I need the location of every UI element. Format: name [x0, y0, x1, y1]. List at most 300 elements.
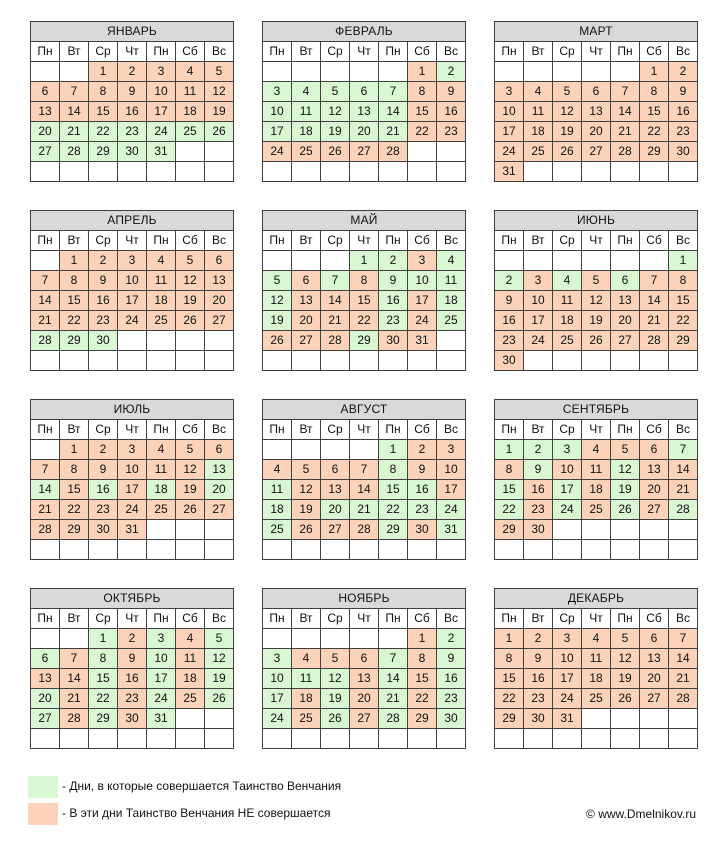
empty-cell [437, 729, 466, 749]
weekday-header: Вт [524, 231, 553, 251]
empty-cell [118, 351, 147, 371]
empty-cell [31, 440, 60, 460]
day-cell: 22 [408, 689, 437, 709]
empty-cell [524, 251, 553, 271]
empty-cell [379, 162, 408, 182]
weekday-header: Вт [524, 420, 553, 440]
empty-cell [582, 162, 611, 182]
day-cell: 20 [31, 689, 60, 709]
empty-cell [321, 251, 350, 271]
day-cell: 17 [263, 122, 292, 142]
empty-cell [640, 520, 669, 540]
day-cell: 29 [640, 142, 669, 162]
day-cell: 20 [205, 291, 234, 311]
empty-cell [176, 520, 205, 540]
weekday-header: Ср [89, 42, 118, 62]
empty-cell [495, 251, 524, 271]
day-cell: 5 [582, 271, 611, 291]
day-cell: 23 [495, 331, 524, 351]
day-cell: 18 [524, 122, 553, 142]
day-cell: 6 [205, 440, 234, 460]
empty-cell [553, 520, 582, 540]
weekday-header: Пн [379, 609, 408, 629]
empty-cell [118, 540, 147, 560]
day-cell: 20 [321, 500, 350, 520]
day-cell: 6 [350, 649, 379, 669]
day-cell: 13 [350, 669, 379, 689]
weekday-header: Вс [437, 231, 466, 251]
empty-cell [553, 351, 582, 371]
day-cell: 17 [553, 669, 582, 689]
day-cell: 1 [350, 251, 379, 271]
empty-cell [350, 440, 379, 460]
empty-cell [408, 729, 437, 749]
empty-cell [147, 540, 176, 560]
day-cell: 20 [611, 311, 640, 331]
empty-cell [640, 540, 669, 560]
day-cell: 9 [118, 82, 147, 102]
day-cell: 15 [89, 669, 118, 689]
day-cell: 21 [31, 500, 60, 520]
weekday-header: Чт [582, 609, 611, 629]
day-cell: 1 [408, 629, 437, 649]
day-cell: 12 [321, 669, 350, 689]
empty-cell [31, 251, 60, 271]
empty-cell [582, 729, 611, 749]
day-cell: 16 [524, 480, 553, 500]
empty-cell [176, 540, 205, 560]
day-cell: 28 [31, 331, 60, 351]
month-calendar [494, 210, 698, 371]
day-cell: 23 [118, 689, 147, 709]
empty-cell [321, 540, 350, 560]
empty-cell [437, 540, 466, 560]
weekday-header: Пн [147, 42, 176, 62]
day-cell: 22 [350, 311, 379, 331]
day-cell: 14 [31, 480, 60, 500]
weekday-header: Ср [321, 420, 350, 440]
day-cell: 6 [611, 271, 640, 291]
day-cell: 1 [640, 62, 669, 82]
day-cell: 24 [118, 311, 147, 331]
day-cell: 20 [640, 669, 669, 689]
day-cell: 3 [495, 82, 524, 102]
day-cell: 3 [263, 649, 292, 669]
empty-cell [321, 162, 350, 182]
day-cell: 30 [89, 520, 118, 540]
day-cell: 22 [60, 500, 89, 520]
day-cell: 8 [408, 649, 437, 669]
day-cell: 7 [640, 271, 669, 291]
day-cell: 10 [118, 271, 147, 291]
day-cell: 11 [147, 271, 176, 291]
empty-cell [60, 629, 89, 649]
day-cell: 23 [118, 122, 147, 142]
weekday-header: Чт [350, 231, 379, 251]
weekday-header: Вт [292, 231, 321, 251]
empty-cell [321, 729, 350, 749]
empty-cell [408, 540, 437, 560]
empty-cell [147, 351, 176, 371]
day-cell: 18 [147, 291, 176, 311]
empty-cell [611, 520, 640, 540]
day-cell: 11 [263, 480, 292, 500]
empty-cell [611, 709, 640, 729]
day-cell: 4 [176, 629, 205, 649]
weekday-header: Вт [60, 231, 89, 251]
day-cell: 21 [379, 689, 408, 709]
weekday-header: Вс [669, 420, 698, 440]
day-cell: 13 [205, 460, 234, 480]
empty-cell [89, 351, 118, 371]
day-cell: 7 [611, 82, 640, 102]
day-cell: 28 [379, 709, 408, 729]
day-cell: 26 [176, 311, 205, 331]
day-cell: 24 [147, 122, 176, 142]
empty-cell [176, 351, 205, 371]
day-cell: 6 [292, 271, 321, 291]
day-cell: 16 [437, 669, 466, 689]
empty-cell [669, 729, 698, 749]
day-cell: 4 [437, 251, 466, 271]
day-cell: 21 [669, 669, 698, 689]
month-title: ЯНВАРЬ [31, 22, 234, 42]
day-cell: 16 [118, 102, 147, 122]
empty-cell [292, 251, 321, 271]
empty-cell [205, 709, 234, 729]
day-cell: 7 [669, 629, 698, 649]
day-cell: 23 [437, 689, 466, 709]
day-cell: 24 [147, 689, 176, 709]
day-cell: 13 [31, 669, 60, 689]
month-title: СЕНТЯБРЬ [495, 400, 698, 420]
empty-cell [263, 162, 292, 182]
empty-cell [292, 629, 321, 649]
day-cell: 21 [321, 311, 350, 331]
empty-cell [292, 540, 321, 560]
empty-cell [611, 351, 640, 371]
empty-cell [176, 729, 205, 749]
empty-cell [263, 251, 292, 271]
day-cell: 24 [495, 142, 524, 162]
empty-cell [176, 331, 205, 351]
empty-cell [379, 629, 408, 649]
empty-cell [640, 162, 669, 182]
day-cell: 25 [524, 142, 553, 162]
day-cell: 22 [379, 500, 408, 520]
day-cell: 10 [524, 291, 553, 311]
day-cell: 25 [263, 520, 292, 540]
weekday-header: Сб [640, 609, 669, 629]
weekday-header: Чт [350, 42, 379, 62]
weekday-header: Сб [640, 231, 669, 251]
day-cell: 22 [89, 122, 118, 142]
empty-cell [611, 251, 640, 271]
day-cell: 4 [292, 82, 321, 102]
day-cell: 9 [437, 82, 466, 102]
day-cell: 22 [495, 689, 524, 709]
weekday-header: Пн [31, 42, 60, 62]
empty-cell [321, 351, 350, 371]
weekday-header: Сб [176, 42, 205, 62]
day-cell: 19 [292, 500, 321, 520]
day-cell: 5 [611, 440, 640, 460]
empty-cell [350, 62, 379, 82]
day-cell: 12 [582, 291, 611, 311]
day-cell: 11 [553, 291, 582, 311]
day-cell: 29 [495, 709, 524, 729]
weekday-header: Вт [292, 420, 321, 440]
day-cell: 24 [437, 500, 466, 520]
day-cell: 4 [147, 440, 176, 460]
day-cell: 7 [379, 82, 408, 102]
empty-cell [379, 62, 408, 82]
day-cell: 24 [408, 311, 437, 331]
day-cell: 10 [495, 102, 524, 122]
empty-cell [524, 351, 553, 371]
empty-cell [321, 62, 350, 82]
day-cell: 8 [60, 460, 89, 480]
day-cell: 8 [495, 649, 524, 669]
weekday-header: Ср [89, 231, 118, 251]
day-cell: 18 [147, 480, 176, 500]
day-cell: 7 [350, 460, 379, 480]
month-title: МАРТ [495, 22, 698, 42]
day-cell: 30 [118, 142, 147, 162]
day-cell: 18 [292, 122, 321, 142]
day-cell: 28 [379, 142, 408, 162]
day-cell: 28 [611, 142, 640, 162]
legend-green-text: - Дни, в которые совершается Таинство Венчания [62, 779, 342, 793]
day-cell: 7 [31, 460, 60, 480]
empty-cell [321, 629, 350, 649]
day-cell: 19 [205, 669, 234, 689]
day-cell: 15 [350, 291, 379, 311]
day-cell: 7 [60, 649, 89, 669]
legend-green-swatch [28, 776, 58, 798]
day-cell: 5 [321, 82, 350, 102]
empty-cell [350, 540, 379, 560]
day-cell: 8 [89, 82, 118, 102]
empty-cell [205, 331, 234, 351]
day-cell: 8 [89, 649, 118, 669]
month-title: ДЕКАБРЬ [495, 589, 698, 609]
weekday-header: Сб [176, 231, 205, 251]
day-cell: 17 [147, 102, 176, 122]
empty-cell [263, 629, 292, 649]
day-cell: 14 [31, 291, 60, 311]
day-cell: 22 [640, 122, 669, 142]
empty-cell [118, 162, 147, 182]
day-cell: 27 [611, 331, 640, 351]
day-cell: 6 [582, 82, 611, 102]
day-cell: 26 [553, 142, 582, 162]
day-cell: 25 [176, 689, 205, 709]
day-cell: 28 [350, 520, 379, 540]
day-cell: 8 [669, 271, 698, 291]
day-cell: 21 [611, 122, 640, 142]
day-cell: 17 [495, 122, 524, 142]
day-cell: 23 [408, 500, 437, 520]
day-cell: 6 [640, 629, 669, 649]
day-cell: 4 [524, 82, 553, 102]
weekday-header: Пн [495, 42, 524, 62]
month-calendar [494, 588, 698, 749]
day-cell: 24 [524, 331, 553, 351]
empty-cell [495, 540, 524, 560]
day-cell: 3 [524, 271, 553, 291]
day-cell: 4 [147, 251, 176, 271]
day-cell: 16 [408, 480, 437, 500]
empty-cell [524, 62, 553, 82]
day-cell: 12 [176, 271, 205, 291]
day-cell: 8 [640, 82, 669, 102]
empty-cell [437, 162, 466, 182]
day-cell: 13 [640, 460, 669, 480]
day-cell: 14 [640, 291, 669, 311]
month-calendar [494, 399, 698, 560]
weekday-header: Чт [118, 231, 147, 251]
day-cell: 3 [553, 440, 582, 460]
day-cell: 2 [524, 629, 553, 649]
day-cell: 3 [553, 629, 582, 649]
day-cell: 1 [669, 251, 698, 271]
empty-cell [437, 331, 466, 351]
weekday-header: Чт [118, 609, 147, 629]
month-calendar [30, 399, 234, 560]
day-cell: 7 [321, 271, 350, 291]
month-calendar [262, 588, 466, 749]
day-cell: 11 [292, 669, 321, 689]
day-cell: 19 [321, 689, 350, 709]
day-cell: 15 [495, 480, 524, 500]
day-cell: 3 [408, 251, 437, 271]
weekday-header: Пн [495, 231, 524, 251]
weekday-header: Вс [205, 42, 234, 62]
day-cell: 4 [292, 649, 321, 669]
empty-cell [669, 540, 698, 560]
day-cell: 29 [495, 520, 524, 540]
day-cell: 2 [437, 629, 466, 649]
day-cell: 8 [495, 460, 524, 480]
weekday-header: Сб [640, 42, 669, 62]
empty-cell [89, 162, 118, 182]
day-cell: 26 [611, 500, 640, 520]
day-cell: 24 [118, 500, 147, 520]
day-cell: 28 [640, 331, 669, 351]
day-cell: 18 [553, 311, 582, 331]
day-cell: 1 [60, 440, 89, 460]
day-cell: 25 [292, 709, 321, 729]
day-cell: 1 [379, 440, 408, 460]
day-cell: 27 [205, 500, 234, 520]
day-cell: 12 [263, 291, 292, 311]
day-cell: 26 [582, 331, 611, 351]
empty-cell [176, 162, 205, 182]
day-cell: 20 [350, 689, 379, 709]
day-cell: 11 [176, 82, 205, 102]
day-cell: 15 [89, 102, 118, 122]
day-cell: 31 [408, 331, 437, 351]
day-cell: 25 [292, 142, 321, 162]
day-cell: 22 [495, 500, 524, 520]
empty-cell [582, 251, 611, 271]
legend-orange-text: - В эти дни Таинство Венчания НЕ совершается [62, 806, 331, 820]
month-calendar [30, 21, 234, 182]
empty-cell [205, 142, 234, 162]
empty-cell [553, 162, 582, 182]
weekday-header: Пн [263, 42, 292, 62]
month-calendar [262, 21, 466, 182]
day-cell: 12 [205, 82, 234, 102]
day-cell: 30 [118, 709, 147, 729]
day-cell: 12 [205, 649, 234, 669]
day-cell: 24 [553, 689, 582, 709]
weekday-header: Вт [60, 609, 89, 629]
day-cell: 3 [147, 629, 176, 649]
day-cell: 17 [524, 311, 553, 331]
day-cell: 26 [205, 122, 234, 142]
day-cell: 9 [495, 291, 524, 311]
day-cell: 23 [524, 689, 553, 709]
weekday-header: Сб [176, 420, 205, 440]
empty-cell [408, 142, 437, 162]
day-cell: 10 [553, 649, 582, 669]
day-cell: 21 [60, 689, 89, 709]
empty-cell [408, 351, 437, 371]
empty-cell [640, 251, 669, 271]
day-cell: 3 [118, 251, 147, 271]
day-cell: 31 [553, 709, 582, 729]
empty-cell [640, 729, 669, 749]
day-cell: 2 [669, 62, 698, 82]
month-calendar [262, 399, 466, 560]
day-cell: 9 [89, 460, 118, 480]
day-cell: 26 [611, 689, 640, 709]
weekday-header: Вт [60, 42, 89, 62]
weekday-header: Пн [31, 609, 60, 629]
day-cell: 27 [350, 142, 379, 162]
day-cell: 14 [321, 291, 350, 311]
weekday-header: Пн [263, 231, 292, 251]
day-cell: 5 [553, 82, 582, 102]
day-cell: 10 [147, 82, 176, 102]
empty-cell [118, 729, 147, 749]
weekday-header: Пн [611, 609, 640, 629]
day-cell: 25 [147, 500, 176, 520]
weekday-header: Сб [408, 231, 437, 251]
day-cell: 2 [379, 251, 408, 271]
empty-cell [524, 729, 553, 749]
day-cell: 18 [292, 689, 321, 709]
day-cell: 12 [611, 460, 640, 480]
day-cell: 12 [292, 480, 321, 500]
day-cell: 13 [321, 480, 350, 500]
legend-green [28, 776, 448, 798]
empty-cell [263, 440, 292, 460]
day-cell: 28 [60, 709, 89, 729]
weekday-header: Пн [263, 420, 292, 440]
day-cell: 20 [582, 122, 611, 142]
day-cell: 28 [321, 331, 350, 351]
day-cell: 13 [31, 102, 60, 122]
empty-cell [669, 162, 698, 182]
copyright[interactable]: © www.Dmelnikov.ru [586, 807, 696, 821]
empty-cell [263, 540, 292, 560]
weekday-header: Пн [147, 609, 176, 629]
day-cell: 27 [292, 331, 321, 351]
day-cell: 11 [147, 460, 176, 480]
